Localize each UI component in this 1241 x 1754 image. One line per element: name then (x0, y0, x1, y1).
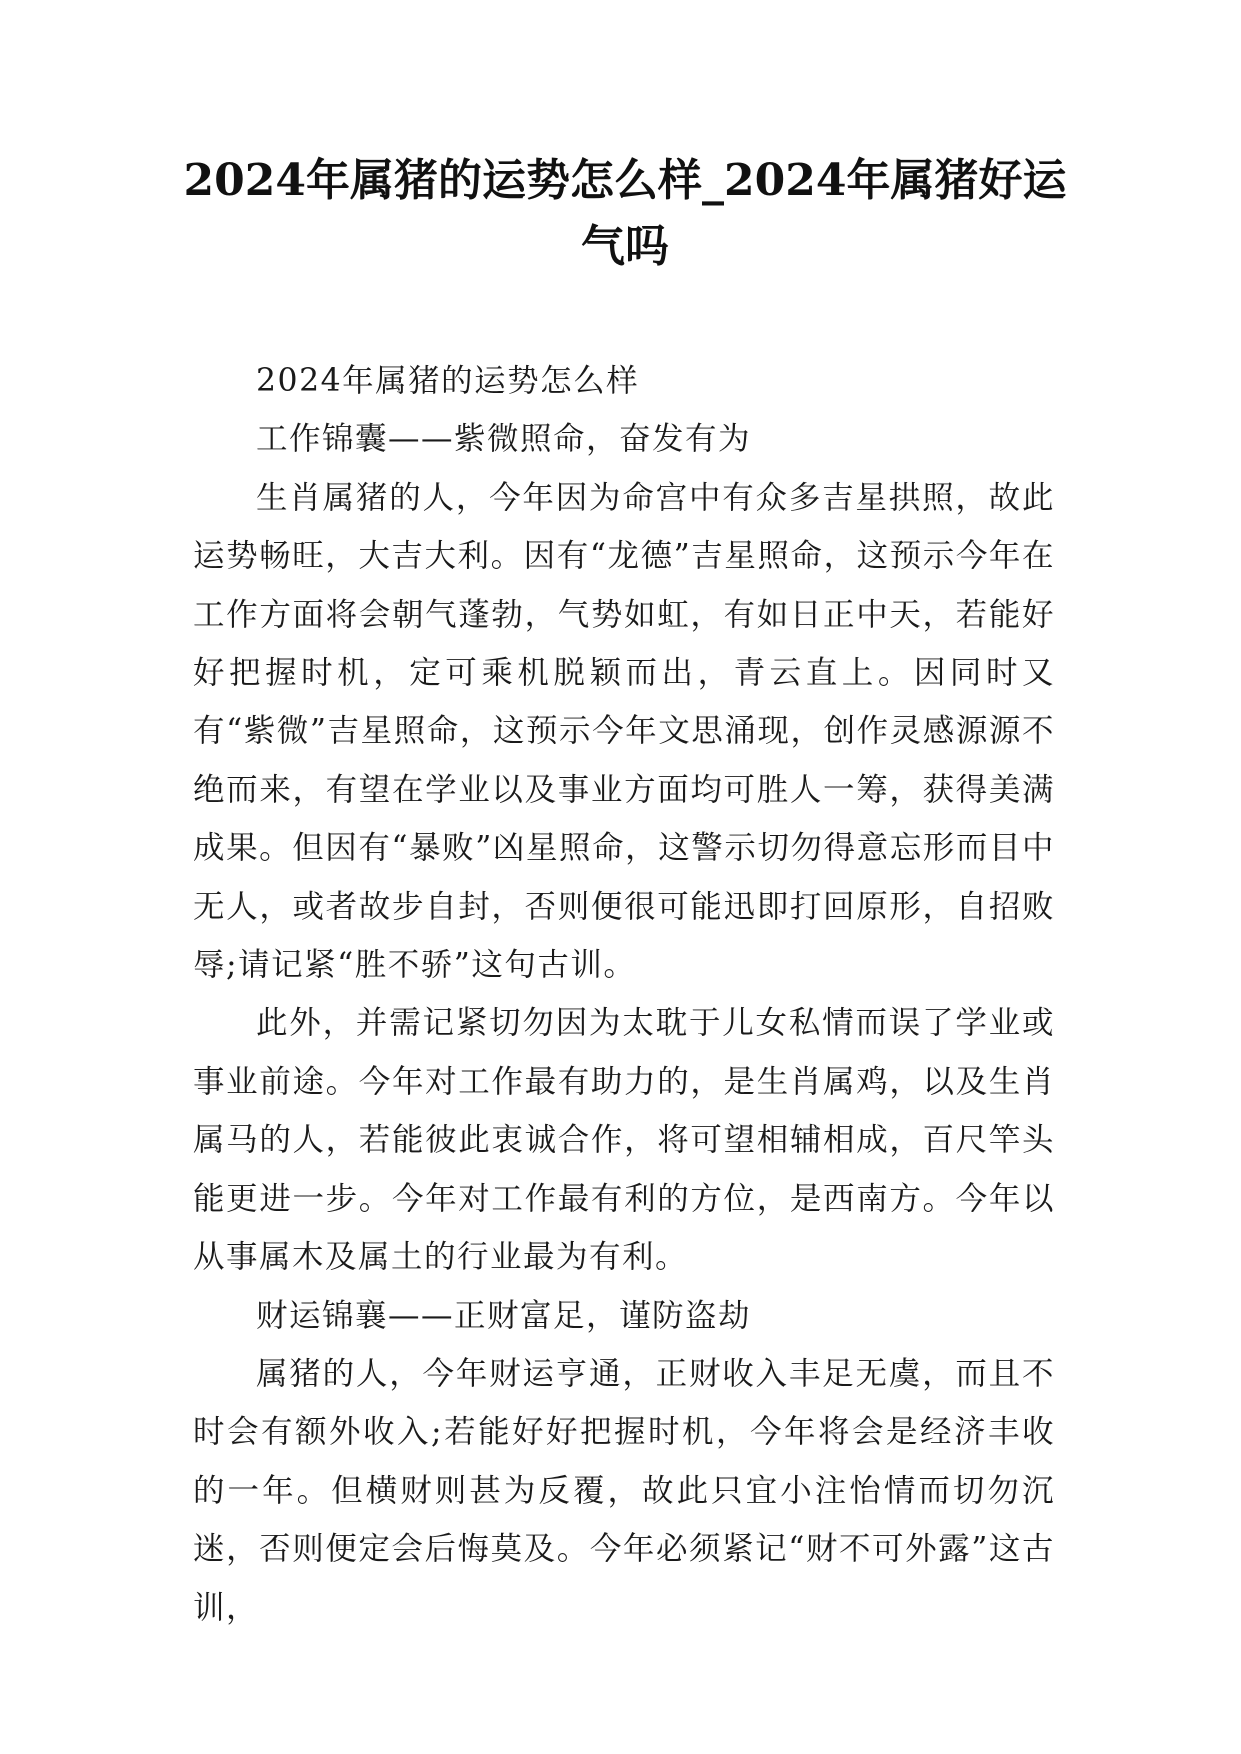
body-paragraph: 属猪的人，今年财运亨通，正财收入丰足无虞，而且不时会有额外收入;若能好好把握时机，今年将会是经济丰收的一年。但横财则甚为反覆，故此只宜小注怡情而切勿沉迷，否则便定会后悔莫及。今年必须紧记“财不可外露”这古训， (193, 1355, 1055, 1626)
body-paragraph: 此外，并需记紧切勿因为太耽于儿女私情而误了学业或事业前途。今年对工作最有助力的，是生肖属鸡，以及生肖属马的人，若能彼此衷诚合作，将可望相辅相成，百尺竿头能更进一步。今年对工作最有利的方位，是西南方。今年以从事属木及属土的行业最为有利。 (193, 1005, 1055, 1276)
section-heading: 2024年属猪的运势怎么样 (256, 363, 640, 399)
document-body (193, 352, 1055, 1637)
subsection-heading-wealth: 财运锦襄——正财富足，谨防盗劫 (256, 1297, 752, 1334)
body-paragraph: 生肖属猪的人，今年因为命宫中有众多吉星拱照，故此运势畅旺，大吉大利。因有“龙德”吉星照命，这预示今年在工作方面将会朝气蓬勃，气势如虹，有如日正中天，若能好好把握时机，定可乘机脱颖而出，青云直上。因同时又有“紫微”吉星照命，这预示今年文思涌现，创作灵感源源不绝而来，有望在学业以及事业方面均可胜人一筹，获得美满成果。但因有“暴败”凶星照命，这警示切勿得意忘形而目中无人，或者故步自封，否则便很可能迅即打回原形，自招败辱;请记紧“胜不骄”这句古训。 (193, 479, 1055, 984)
subsection-heading-work: 工作锦囊——紫微照命，奋发有为 (256, 421, 752, 458)
document-title: 2024年属猪的运势怎么样_2024年属猪好运气吗 (183, 155, 1067, 272)
